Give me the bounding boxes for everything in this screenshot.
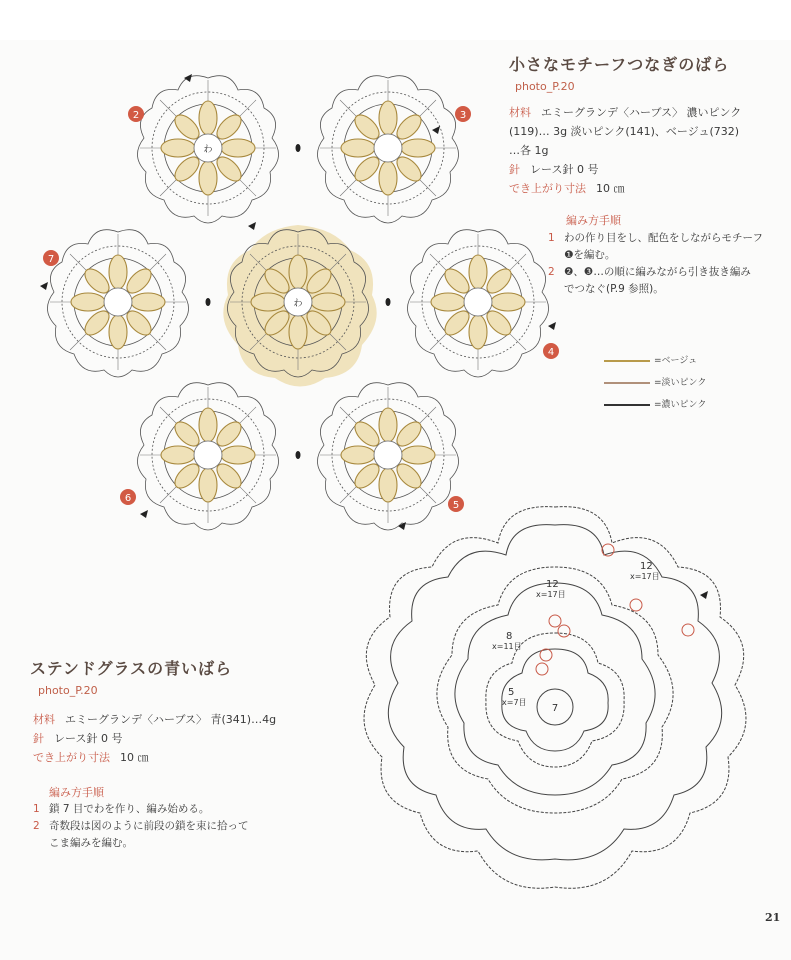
size-label: でき上がり寸法 (509, 182, 586, 195)
step-text: ❷、❸…の順に編みながら引き抜き編み (564, 266, 751, 278)
size-label: でき上がり寸法 (33, 751, 110, 764)
row-markers (536, 544, 694, 675)
row-count-label: x=11目 (492, 642, 522, 651)
section2-title: ステンドグラスの青いばら (30, 659, 233, 678)
motif-number: 5 (452, 500, 460, 511)
step-text: 鎖 7 目でわを作り、編み始める。 (49, 803, 210, 815)
materials-text: エミーグランデ〈ハーブス〉 濃いピンク (541, 106, 742, 119)
motif-6 (137, 383, 278, 530)
section2-info (33, 710, 353, 767)
row-label: 12 (546, 579, 559, 590)
step-number: 2 (548, 266, 555, 278)
section1-photo-ref: photo_P.20 (515, 80, 575, 93)
motif-number: 4 (547, 347, 555, 358)
section1-title: 小さなモチーフつなぎのばら (509, 55, 730, 74)
needle-text: レース針 0 号 (530, 163, 599, 176)
needle-label: 針 (33, 732, 44, 745)
step-text: わの作り目をし、配色をしながらモチーフ (564, 232, 763, 244)
motif-7 (47, 230, 188, 377)
section2-steps (33, 801, 353, 852)
motif-number: 2 (132, 110, 140, 121)
size-text: 10 ㎝ (596, 182, 625, 195)
step-number: 1 (33, 803, 40, 815)
center-chain-label: 7 (551, 703, 559, 714)
legend-line-light-pink (604, 382, 650, 384)
needle-text: レース針 0 号 (54, 732, 123, 745)
section1-steps-title: 編み方手順 (566, 214, 621, 227)
page-number: 21 (765, 911, 781, 924)
motif-number: 6 (124, 493, 132, 504)
rose-chart-diagram (340, 495, 770, 915)
row-count-label: x=17目 (536, 590, 566, 599)
section2-steps-title: 編み方手順 (49, 786, 104, 799)
motif-number: 3 (459, 110, 467, 121)
materials-text: …各 1g (509, 144, 549, 157)
materials-text: (119)… 3g 淡いピンク(141)、ベージュ(732) (509, 125, 740, 138)
motif-3 (317, 76, 458, 223)
row-count-label: x=17目 (630, 572, 660, 581)
legend-label: =淡いピンク (654, 378, 707, 388)
row-label: 5 (508, 687, 515, 698)
legend-label: =濃いピンク (654, 400, 707, 410)
step-text: ❶を編む。 (564, 249, 616, 261)
section2-photo-ref: photo_P.20 (38, 684, 98, 697)
color-legend (604, 353, 754, 413)
step-number: 2 (33, 820, 40, 832)
materials-label: 材料 (509, 106, 531, 119)
step-text: こま編みを編む。 (49, 837, 133, 849)
step-number: 1 (548, 232, 555, 244)
materials-text: エミーグランデ〈ハーブス〉 青(341)…4g (65, 713, 277, 726)
motif-4 (407, 230, 548, 377)
row-count-label: x=7目 (502, 698, 527, 707)
step-text: 奇数段は図のように前段の鎖を束に拾って (49, 820, 249, 832)
needle-label: 針 (509, 163, 520, 176)
legend-line-beige (604, 360, 650, 362)
motif-join-diagram (0, 40, 600, 540)
size-text: 10 ㎝ (120, 751, 149, 764)
row-label: 8 (506, 631, 513, 642)
materials-label: 材料 (33, 713, 55, 726)
ring-label: わ (203, 145, 213, 155)
motif-number: 7 (47, 254, 55, 265)
legend-line-dark-pink (604, 404, 650, 406)
legend-label: =ベージュ (654, 356, 698, 366)
row-label: 12 (640, 561, 653, 572)
ring-label: わ (293, 299, 303, 309)
step-text: でつなぐ(P.9 参照)。 (564, 283, 664, 295)
